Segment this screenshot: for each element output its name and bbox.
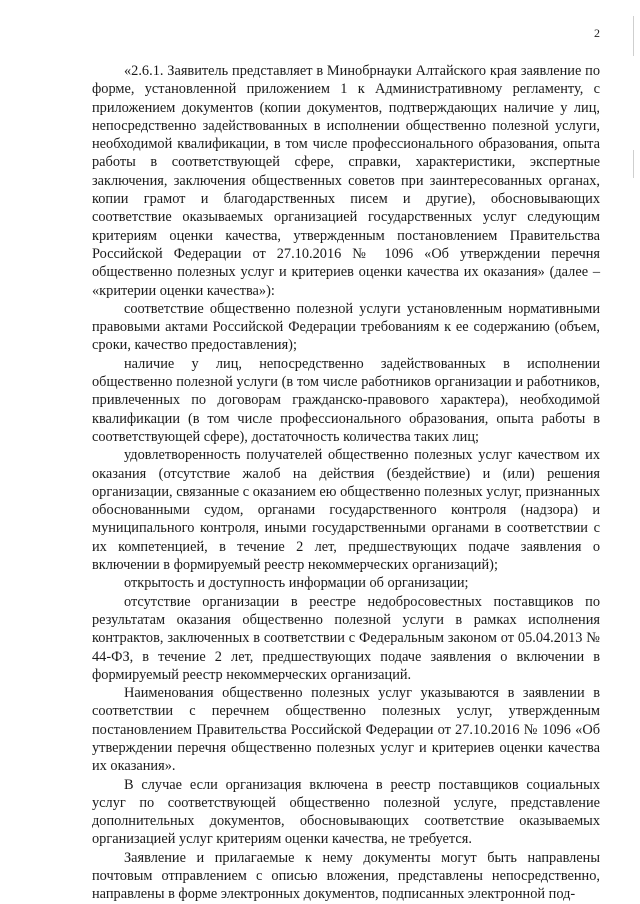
paragraph-criterion-unfair-suppliers: отсутствие организации в реестре недобросовестных поставщиков по результатам оказания общественно полезной услуги в рамках исполнения контрактов, заключенных в соответствии с Федеральным законом от 05.04.2013 № 44-ФЗ, в течение 2 лет, предшествующих подаче заявления о включении в формируемый реестр некоммерческих организаций.: [92, 593, 600, 683]
scan-edge-mark: [633, 150, 634, 178]
paragraph-submission-methods: Заявление и прилагаемые к нему документы могут быть направлены почтовым отправлением с описью вложения, представлены непосредственно, направлены в форме электронных документов, подписанных электронной под-: [92, 849, 600, 903]
page-number: 2: [594, 26, 600, 40]
paragraph-criterion-openness: открытость и доступность информации об организации;: [124, 575, 469, 592]
paragraph-2-6-1: «2.6.1. Заявитель представляет в Минобрнауки Алтайского края заявление по форме, установленной приложением 1 к Административному регламенту, с приложением документов (копии документов, подтверждающих наличие у лиц, непосредственно задействованных в исполнении общественно полезной услуги, необходимой квалификации, в том числе профессионального образования, опыта работы в соответствующей сфере, справки, характеристики, экспертные заключения, заключения общественных советов при заинтересованных органах, копии грамот и благодарственных писем и другие), обосновывающих соответствие оказываемых организацией государственных услуг следующим критериям оценки качества, утвержденным постановлением Правительства Российской Федерации от 27.10.2016 № 1096 «Об утверждении перечня общественно полезных услуг и критериев оценки качества их оказания» (далее – «критерии оценки качества»):: [92, 63, 600, 299]
scan-edge-mark: [633, 16, 634, 56]
paragraph-criterion-satisfaction: удовлетворенность получателей общественно полезных услуг качеством их оказания (отсутствие жалоб на действия (бездействие) и (или) решения организации, связанные с оказанием ею общественно полезных услуг, признанных обоснованными судом, органами государственного контроля (надзора) и муниципального контроля, иными государственными органами в соответствии с их компетенцией, в течение 2 лет, предшествующих подаче заявления о включении в формируемый реестр некоммерческих организаций);: [92, 447, 600, 574]
paragraph-criterion-compliance: соответствие общественно полезной услуги установленным нормативными правовыми актами Российской Федерации требованиям к ее содержанию (объем, сроки, качество предоставления);: [92, 300, 600, 354]
paragraph-social-services-registry: В случае если организация включена в реестр поставщиков социальных услуг по соответствующей общественно полезной услуге, представление дополнительных документов, обосновывающих соответствие оказываемых организацией услуг критериям оценки качества, не требуется.: [92, 776, 600, 848]
document-body: [92, 62, 600, 904]
paragraph-criterion-qualification: наличие у лиц, непосредственно задействованных в исполнении общественно полезной услуги (в том числе работников организации и работников, привлеченных по договорам гражданско-правового характера), необходимой квалификации (в том числе профессионального образования, опыта работы в соответствующей сфере), достаточность количества таких лиц;: [92, 355, 600, 445]
paragraph-service-names: Наименования общественно полезных услуг указываются в заявлении в соответствии с перечнем общественно полезных услуг, утвержденным постановлением Правительства Российской Федерации от 27.10.2016 № 1096 «Об утверждении перечня общественно полезных услуг и критериев оценки качества их оказания».: [92, 685, 600, 775]
